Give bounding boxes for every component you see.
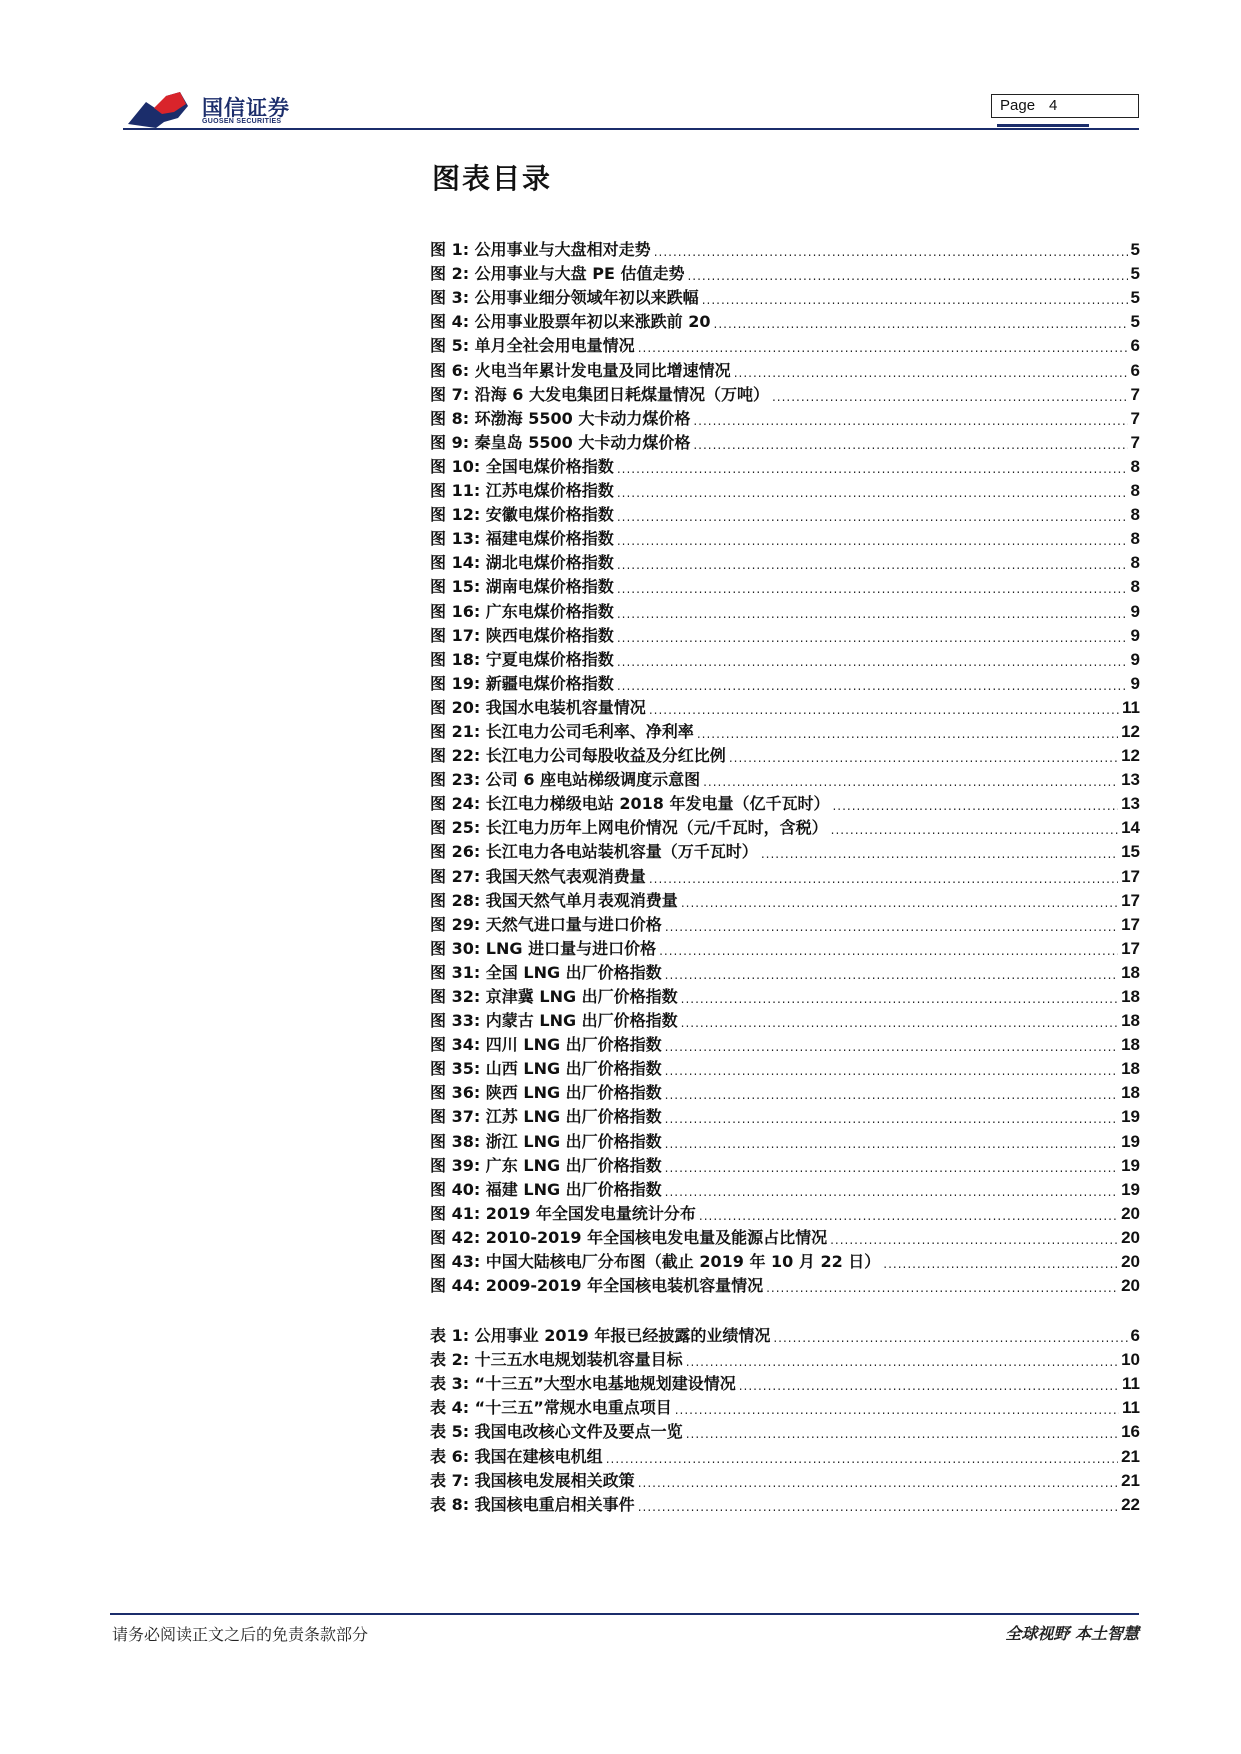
toc-leader-dots — [883, 1256, 1118, 1272]
figure-list — [430, 236, 1140, 1296]
toc-leader-dots — [832, 798, 1118, 814]
toc-entry-page: 11 — [1122, 1398, 1140, 1418]
figure-toc-entry[interactable] — [430, 525, 1140, 549]
toc-entry-label: 图 38: 浙江 LNG 出厂价格指数 — [430, 1131, 662, 1151]
toc-leader-dots — [617, 461, 1128, 477]
toc-entry-label: 图 40: 福建 LNG 出厂价格指数 — [430, 1179, 662, 1199]
toc-leader-dots — [617, 485, 1128, 501]
figure-toc-entry[interactable] — [430, 814, 1140, 838]
figure-toc-entry[interactable] — [430, 694, 1140, 718]
toc-leader-dots — [665, 967, 1118, 983]
figure-toc-entry[interactable] — [430, 983, 1140, 1007]
footer-divider — [110, 1613, 1139, 1615]
toc-leader-dots — [665, 1184, 1118, 1200]
toc-leader-dots — [617, 533, 1128, 549]
toc-leader-dots — [831, 822, 1118, 838]
toc-entry-label: 图 43: 中国大陆核电厂分布图（截止 2019 年 10 月 22 日） — [430, 1252, 881, 1272]
toc-leader-dots — [665, 1111, 1118, 1127]
figure-toc-entry[interactable] — [430, 284, 1140, 308]
toc-leader-dots — [734, 365, 1128, 381]
toc-leader-dots — [665, 1063, 1118, 1079]
toc-entry-page: 17 — [1121, 914, 1140, 934]
toc-leader-dots — [772, 389, 1128, 405]
table-list — [430, 1322, 1140, 1515]
table-toc-entry[interactable] — [430, 1346, 1140, 1370]
toc-entry-label: 图 32: 京津冀 LNG 出厂价格指数 — [430, 987, 678, 1006]
toc-entry-label: 图 37: 江苏 LNG 出厂价格指数 — [430, 1107, 662, 1127]
toc-leader-dots — [686, 1354, 1118, 1370]
toc-entry-page: 9 — [1130, 673, 1140, 693]
toc-leader-dots — [638, 1475, 1118, 1491]
toc-entry-page: 7 — [1130, 408, 1140, 428]
toc-entry-label: 图 17: 陕西电煤价格指数 — [430, 625, 614, 645]
toc-entry-label: 图 19: 新疆电煤价格指数 — [430, 673, 614, 693]
toc-entry-page: 16 — [1121, 1422, 1140, 1442]
figure-toc-entry[interactable] — [430, 670, 1140, 694]
toc-entry-label: 表 6: 我国在建核电机组 — [430, 1446, 603, 1466]
figure-toc-entry[interactable] — [430, 838, 1140, 862]
toc-leader-dots — [697, 726, 1118, 742]
toc-entry-page: 12 — [1121, 721, 1140, 741]
toc-leader-dots — [654, 244, 1128, 260]
toc-leader-dots — [703, 774, 1118, 790]
figure-toc-entry[interactable] — [430, 597, 1140, 621]
toc-entry-page: 20 — [1121, 1227, 1140, 1247]
toc-entry-label: 表 2: 十三五水电规划装机容量目标 — [430, 1350, 683, 1370]
page-title: 图表目录 — [432, 162, 553, 195]
toc-entry-label: 表 3: “十三五”大型水电基地规划建设情况 — [430, 1374, 736, 1394]
toc-entry-page: 21 — [1121, 1446, 1140, 1466]
toc-entry-page: 8 — [1130, 553, 1140, 573]
toc-leader-dots — [681, 895, 1118, 911]
table-toc-entry[interactable] — [430, 1322, 1140, 1346]
figure-toc-entry[interactable] — [430, 549, 1140, 573]
toc-leader-dots — [729, 750, 1118, 766]
figure-toc-entry[interactable] — [430, 1127, 1140, 1151]
header-accent-bar — [997, 124, 1089, 127]
toc-entry-page: 15 — [1121, 842, 1140, 862]
toc-leader-dots — [665, 1087, 1118, 1103]
toc-leader-dots — [702, 292, 1128, 308]
toc-entry-page: 8 — [1130, 529, 1140, 549]
toc-entry-label: 图 26: 长江电力各电站装机容量（万千瓦时） — [430, 842, 758, 862]
toc-entry-page: 22 — [1121, 1494, 1140, 1514]
toc-entry-label: 图 10: 全国电煤价格指数 — [430, 456, 614, 476]
toc-entry-page: 20 — [1121, 1203, 1140, 1223]
toc-leader-dots — [649, 871, 1118, 887]
toc-entry-page: 9 — [1130, 625, 1140, 645]
figure-toc-entry[interactable] — [430, 260, 1140, 284]
logo-chinese-text: 国信证券 — [202, 96, 290, 120]
toc-entry-label: 图 15: 湖南电煤价格指数 — [430, 577, 614, 597]
toc-entry-page: 11 — [1122, 697, 1140, 717]
toc-leader-dots — [686, 1426, 1118, 1442]
toc-entry-page: 6 — [1130, 360, 1140, 380]
page-header — [0, 0, 1241, 135]
toc-entry-label: 图 9: 秦皇岛 5500 大卡动力煤价格 — [430, 432, 691, 452]
toc-entry-label: 图 13: 福建电煤价格指数 — [430, 529, 614, 549]
toc-leader-dots — [649, 702, 1119, 718]
toc-leader-dots — [638, 1499, 1118, 1515]
toc-entry-label: 表 4: “十三五”常规水电重点项目 — [430, 1398, 672, 1418]
toc-entry-page: 18 — [1121, 1035, 1140, 1055]
figure-toc-entry[interactable] — [430, 1224, 1140, 1248]
figure-toc-entry[interactable] — [430, 1248, 1140, 1272]
toc-leader-dots — [617, 630, 1128, 646]
toc-entry-label: 表 5: 我国电改核心文件及要点一览 — [430, 1422, 683, 1442]
toc-entry-page: 18 — [1121, 1059, 1140, 1079]
figure-toc-entry[interactable] — [430, 862, 1140, 886]
toc-entry-label: 图 18: 宁夏电煤价格指数 — [430, 649, 614, 669]
toc-entry-page: 19 — [1121, 1107, 1140, 1127]
toc-entry-label: 图 6: 火电当年累计发电量及同比增速情况 — [430, 360, 731, 380]
toc-entry-page: 19 — [1121, 1179, 1140, 1199]
toc-leader-dots — [665, 1136, 1118, 1152]
toc-entry-label: 图 36: 陕西 LNG 出厂价格指数 — [430, 1083, 662, 1103]
figure-toc-entry[interactable] — [430, 766, 1140, 790]
figure-toc-entry[interactable] — [430, 1152, 1140, 1176]
toc-entry-label: 图 42: 2010-2019 年全国核电发电量及能源占比情况 — [430, 1227, 828, 1247]
figure-toc-entry[interactable] — [430, 1055, 1140, 1079]
toc-entry-label: 图 25: 长江电力历年上网电价情况（元/千瓦时，含税） — [430, 818, 828, 838]
page-label: Page — [1000, 97, 1036, 114]
toc-entry-label: 图 11: 江苏电煤价格指数 — [430, 481, 614, 501]
figure-toc-entry[interactable] — [430, 646, 1140, 670]
figure-toc-entry[interactable] — [430, 1079, 1140, 1103]
toc-entry-page: 20 — [1121, 1276, 1140, 1296]
toc-entry-label: 图 7: 沿海 6 大发电集团日耗煤量情况（万吨） — [430, 384, 769, 404]
toc-entry-label: 图 1: 公用事业与大盘相对走势 — [430, 240, 651, 260]
toc-entry-label: 图 3: 公用事业细分领域年初以来跌幅 — [430, 288, 699, 308]
toc-entry-page: 18 — [1121, 1083, 1140, 1103]
toc-entry-page: 8 — [1130, 505, 1140, 525]
toc-entry-page: 8 — [1130, 456, 1140, 476]
page-number: 4 — [1049, 97, 1058, 114]
toc-entry-page: 21 — [1121, 1470, 1140, 1490]
figure-toc-entry[interactable] — [430, 381, 1140, 405]
toc-leader-dots — [617, 557, 1128, 573]
figure-toc-entry[interactable] — [430, 236, 1140, 260]
toc-entry-page: 9 — [1130, 601, 1140, 621]
figure-toc-entry[interactable] — [430, 742, 1140, 766]
toc-leader-dots — [617, 581, 1128, 597]
toc-entry-label: 图 5: 单月全社会用电量情况 — [430, 336, 635, 356]
toc-leader-dots — [739, 1378, 1119, 1394]
toc-entry-page: 17 — [1121, 866, 1140, 886]
toc-leader-dots — [665, 1039, 1118, 1055]
toc-leader-dots — [617, 678, 1128, 694]
toc-entry-page: 14 — [1121, 818, 1140, 838]
toc-leader-dots — [659, 943, 1118, 959]
toc-leader-dots — [693, 437, 1127, 453]
toc-entry-page: 11 — [1122, 1374, 1140, 1394]
toc-entry-page: 8 — [1130, 577, 1140, 597]
figure-toc-entry[interactable] — [430, 1007, 1140, 1031]
toc-entry-label: 图 28: 我国天然气单月表观消费量 — [430, 890, 678, 910]
toc-leader-dots — [773, 1330, 1127, 1346]
figure-toc-entry[interactable] — [430, 405, 1140, 429]
toc-entry-label: 图 24: 长江电力梯级电站 2018 年发电量（亿千瓦时） — [430, 794, 830, 814]
toc-leader-dots — [714, 316, 1128, 332]
figure-toc-entry[interactable] — [430, 1031, 1140, 1055]
toc-entry-page: 20 — [1121, 1252, 1140, 1272]
toc-entry-label: 图 30: LNG 进口量与进口价格 — [430, 938, 657, 958]
figure-toc-entry[interactable] — [430, 887, 1140, 911]
figure-toc-entry[interactable] — [430, 790, 1140, 814]
toc-entry-label: 图 8: 环渤海 5500 大卡动力煤价格 — [430, 408, 691, 428]
table-toc-entry[interactable] — [430, 1467, 1140, 1491]
toc-entry-label: 图 21: 长江电力公司毛利率、净利率 — [430, 721, 694, 741]
toc-leader-dots — [761, 846, 1118, 862]
toc-entry-page: 18 — [1121, 1011, 1140, 1031]
toc-leader-dots — [617, 509, 1128, 525]
footer-disclaimer: 请务必阅读正文之后的免责条款部分 — [112, 1625, 369, 1644]
toc-entry-page: 6 — [1130, 336, 1140, 356]
figure-toc-entry[interactable] — [430, 429, 1140, 453]
toc-entry-page: 18 — [1121, 962, 1140, 982]
header-divider — [123, 128, 1139, 130]
toc-entry-label: 图 12: 安徽电煤价格指数 — [430, 505, 614, 525]
toc-entry-page: 5 — [1130, 264, 1140, 284]
toc-entry-page: 9 — [1130, 649, 1140, 669]
toc-entry-page: 13 — [1121, 770, 1140, 790]
figure-toc-entry[interactable] — [430, 573, 1140, 597]
toc-leader-dots — [693, 413, 1127, 429]
figure-toc-entry[interactable] — [430, 477, 1140, 501]
figure-toc-entry[interactable] — [430, 622, 1140, 646]
toc-leader-dots — [681, 1015, 1118, 1031]
toc-entry-page: 13 — [1121, 794, 1140, 814]
toc-entry-label: 表 8: 我国核电重启相关事件 — [430, 1494, 635, 1514]
figure-toc-entry[interactable] — [430, 1176, 1140, 1200]
figure-toc-entry[interactable] — [430, 959, 1140, 983]
logo-english-text: GUOSEN SECURITIES — [202, 118, 282, 125]
toc-entry-page: 7 — [1130, 384, 1140, 404]
toc-entry-page: 6 — [1130, 1326, 1140, 1346]
toc-entry-label: 图 41: 2019 年全国发电量统计分布 — [430, 1203, 696, 1223]
toc-entry-label: 表 7: 我国核电发展相关政策 — [430, 1470, 635, 1490]
toc-entry-label: 图 33: 内蒙古 LNG 出厂价格指数 — [430, 1011, 678, 1031]
toc-entry-label: 图 14: 湖北电煤价格指数 — [430, 553, 614, 573]
toc-leader-dots — [699, 1208, 1118, 1224]
toc-entry-label: 图 20: 我国水电装机容量情况 — [430, 697, 646, 717]
toc-entry-page: 19 — [1121, 1155, 1140, 1175]
toc-entry-label: 图 22: 长江电力公司每股收益及分红比例 — [430, 746, 726, 766]
figure-toc-entry[interactable] — [430, 911, 1140, 935]
toc-entry-label: 图 23: 公司 6 座电站梯级调度示意图 — [430, 770, 701, 790]
toc-entry-label: 图 39: 广东 LNG 出厂价格指数 — [430, 1155, 662, 1175]
toc-entry-page: 19 — [1121, 1131, 1140, 1151]
toc-leader-dots — [638, 340, 1128, 356]
toc-entry-label: 图 34: 四川 LNG 出厂价格指数 — [430, 1035, 662, 1055]
figure-toc-entry[interactable] — [430, 1200, 1140, 1224]
figure-toc-entry[interactable] — [430, 501, 1140, 525]
toc-entry-label: 图 16: 广东电煤价格指数 — [430, 601, 614, 621]
toc-leader-dots — [617, 654, 1128, 670]
figure-toc-entry[interactable] — [430, 332, 1140, 356]
company-logo — [128, 88, 308, 130]
figure-toc-entry[interactable] — [430, 308, 1140, 332]
table-toc-entry[interactable] — [430, 1442, 1140, 1466]
toc-entry-label: 图 31: 全国 LNG 出厂价格指数 — [430, 962, 662, 982]
figure-toc-entry[interactable] — [430, 356, 1140, 380]
toc-leader-dots — [665, 1160, 1118, 1176]
footer-slogan: 全球视野 本土智慧 — [1005, 1624, 1139, 1643]
toc-leader-dots — [665, 919, 1118, 935]
figure-toc-entry[interactable] — [430, 935, 1140, 959]
toc-entry-page: 12 — [1121, 746, 1140, 766]
figure-toc-entry[interactable] — [430, 453, 1140, 477]
logo-emblem-icon — [128, 88, 200, 130]
figure-toc-entry[interactable] — [430, 718, 1140, 742]
figure-toc-entry[interactable] — [430, 1272, 1140, 1296]
toc-leader-dots — [606, 1451, 1118, 1467]
toc-leader-dots — [617, 606, 1128, 622]
toc-entry-label: 图 2: 公用事业与大盘 PE 估值走势 — [430, 264, 685, 284]
toc-entry-page: 18 — [1121, 987, 1140, 1006]
toc-leader-dots — [766, 1280, 1118, 1296]
toc-entry-page: 10 — [1121, 1350, 1140, 1370]
toc-entry-page: 17 — [1121, 890, 1140, 910]
toc-entry-label: 表 1: 公用事业 2019 年报已经披露的业绩情况 — [430, 1326, 771, 1346]
figure-toc-entry[interactable] — [430, 1103, 1140, 1127]
toc-entry-page: 7 — [1130, 432, 1140, 452]
table-toc-entry[interactable] — [430, 1370, 1140, 1394]
toc-entry-page: 5 — [1130, 288, 1140, 308]
table-toc-entry[interactable] — [430, 1418, 1140, 1442]
toc-entry-label: 图 44: 2009-2019 年全国核电装机容量情况 — [430, 1276, 764, 1296]
toc-entry-label: 图 29: 天然气进口量与进口价格 — [430, 914, 662, 934]
toc-leader-dots — [687, 268, 1127, 284]
toc-entry-page: 8 — [1130, 481, 1140, 501]
toc-entry-page: 17 — [1121, 938, 1140, 958]
toc-entry-label: 图 35: 山西 LNG 出厂价格指数 — [430, 1059, 662, 1079]
toc-entry-page: 5 — [1130, 312, 1140, 332]
toc-entry-label: 图 4: 公用事业股票年初以来涨跌前 20 — [430, 312, 711, 332]
table-toc-entry[interactable] — [430, 1394, 1140, 1418]
toc-entry-label: 图 27: 我国天然气表观消费量 — [430, 866, 646, 886]
page-indicator — [991, 94, 1139, 118]
toc-leader-dots — [681, 991, 1118, 1007]
toc-leader-dots — [830, 1232, 1118, 1248]
table-toc-entry[interactable] — [430, 1491, 1140, 1515]
toc-leader-dots — [675, 1402, 1119, 1418]
toc-entry-page: 5 — [1130, 240, 1140, 260]
